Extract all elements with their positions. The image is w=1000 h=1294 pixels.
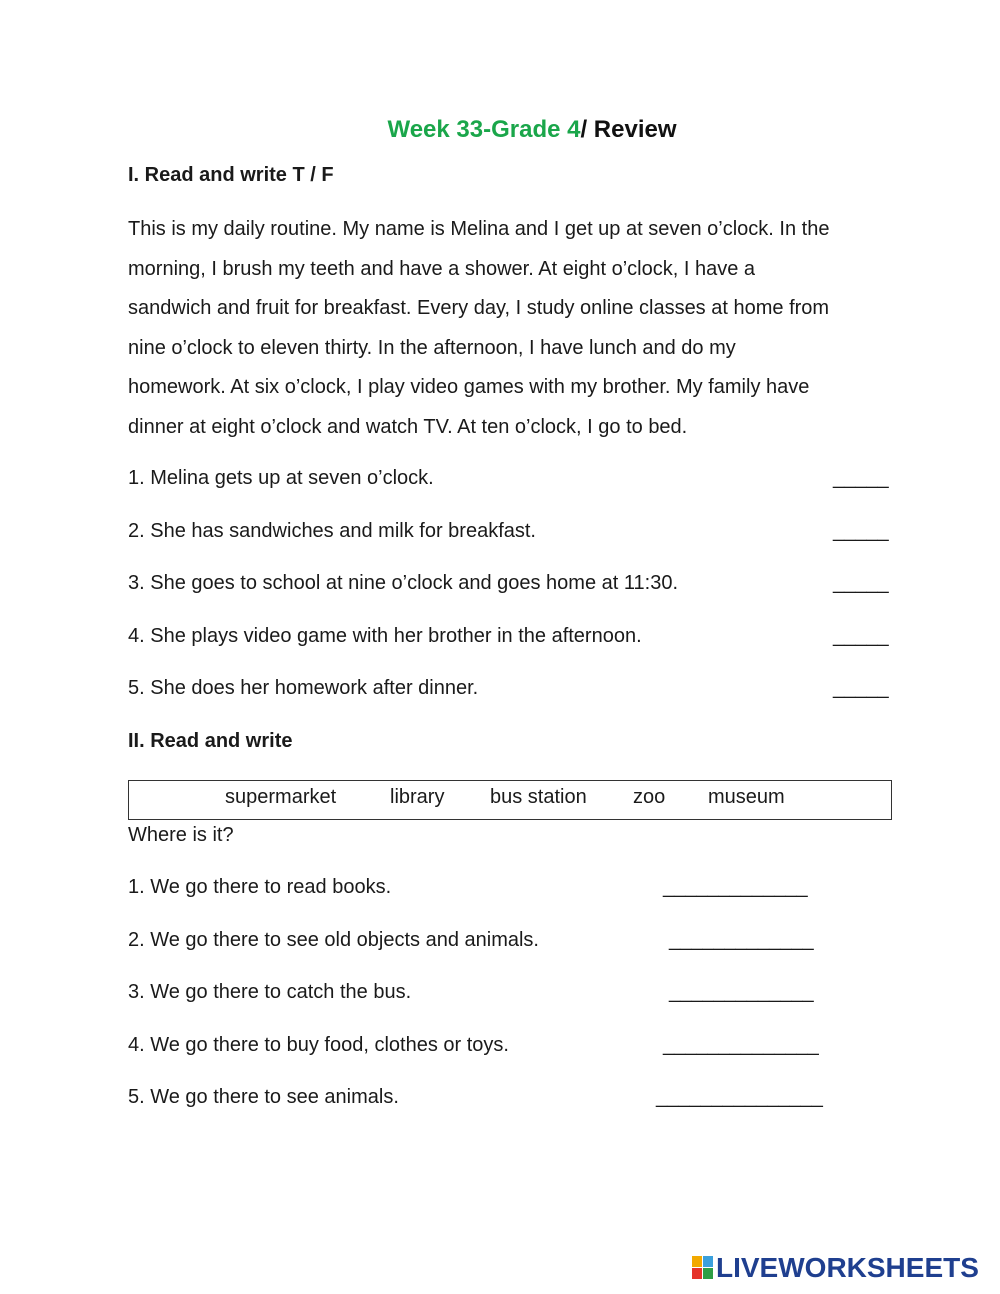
tf-answer-blank-4[interactable]: _____ bbox=[833, 625, 889, 647]
tf-question-1: 1. Melina gets up at seven o’clock. bbox=[128, 467, 434, 489]
place-answer-blank-2[interactable]: _____________ bbox=[669, 929, 814, 951]
tf-question-3: 3. She goes to school at nine o’clock and goes home at 11:30. bbox=[128, 572, 678, 594]
place-question-3: 3. We go there to catch the bus. bbox=[128, 981, 412, 1003]
liveworksheets-mark-icon bbox=[692, 1256, 714, 1280]
passage-line: This is my daily routine. My name is Melina and I get up at seven o’clock. In the bbox=[128, 218, 830, 240]
passage-line: sandwich and fruit for breakfast. Every day, I study online classes at home from bbox=[128, 297, 830, 319]
place-answer-blank-4[interactable]: ______________ bbox=[663, 1034, 819, 1056]
tf-answer-blank-3[interactable]: _____ bbox=[833, 572, 889, 594]
word-bank bbox=[128, 780, 892, 820]
reading-passage bbox=[128, 210, 948, 447]
word-bank-item: museum bbox=[708, 786, 785, 808]
place-question-2: 2. We go there to see old objects and animals. bbox=[128, 929, 539, 951]
title-week-grade: Week 33-Grade 4 bbox=[387, 116, 581, 143]
section-2-heading: II. Read and write bbox=[128, 730, 293, 752]
place-answer-blank-3[interactable]: _____________ bbox=[669, 981, 814, 1003]
word-bank-item: library bbox=[390, 786, 445, 808]
passage-line: nine o’clock to eleven thirty. In the afternoon, I have lunch and do my bbox=[128, 336, 736, 359]
place-question-1: 1. We go there to read books. bbox=[128, 876, 392, 898]
tf-answer-blank-5[interactable]: _____ bbox=[833, 677, 889, 699]
where-prompt: Where is it? bbox=[128, 824, 234, 846]
passage-line: homework. At six o’clock, I play video games with my brother. My family have bbox=[128, 376, 810, 398]
word-bank-item: bus station bbox=[490, 786, 587, 808]
word-bank-item: zoo bbox=[633, 786, 666, 808]
place-question-4: 4. We go there to buy food, clothes or toys. bbox=[128, 1034, 509, 1056]
word-bank-item: supermarket bbox=[225, 786, 337, 808]
tf-answer-blank-1[interactable]: _____ bbox=[833, 467, 889, 489]
place-answer-blank-5[interactable]: _______________ bbox=[656, 1086, 823, 1108]
passage-line: dinner at eight o’clock and watch TV. At ten o’clock, I go to bed. bbox=[128, 415, 688, 438]
tf-question-5: 5. She does her homework after dinner. bbox=[128, 677, 479, 699]
tf-answer-blank-2[interactable]: _____ bbox=[833, 520, 889, 542]
section-1-heading: I. Read and write T / F bbox=[128, 164, 334, 186]
tf-question-2: 2. She has sandwiches and milk for breakfast. bbox=[128, 520, 536, 542]
page-title bbox=[0, 116, 1000, 144]
place-question-5: 5. We go there to see animals. bbox=[128, 1086, 399, 1108]
place-answer-blank-1[interactable]: _____________ bbox=[663, 876, 808, 898]
tf-question-4: 4. She plays video game with her brother in the afternoon. bbox=[128, 625, 642, 647]
title-review: / Review bbox=[580, 116, 677, 143]
passage-line: morning, I brush my teeth and have a shower. At eight o’clock, I have a bbox=[128, 257, 756, 280]
liveworksheets-wordmark: LIVEWORKSHEETS bbox=[716, 1252, 979, 1283]
